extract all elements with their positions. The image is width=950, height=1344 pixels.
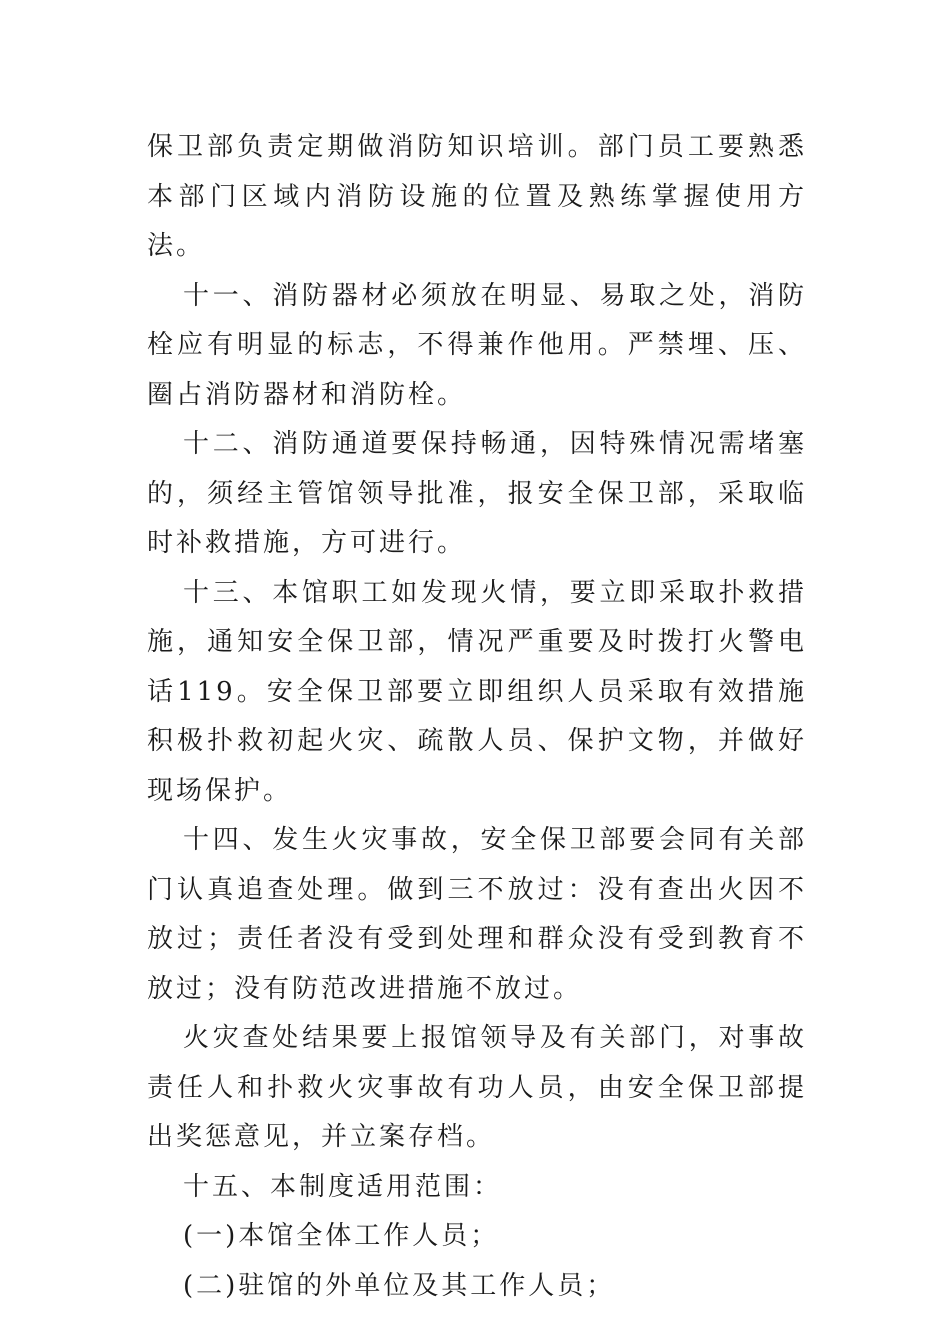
paragraph-article-13: 十三、本馆职工如发现火情，要立即采取扑救措施，通知安全保卫部，情况严重要及时拨打火警电话119。安全保卫部要立即组织人员采取有效措施积极扑救初起火灾、疏散人员、保护文物，并做好现场保护。 [147, 577, 807, 806]
document-body [147, 123, 807, 1311]
paragraph-article-14: 十四、发生火灾事故，安全保卫部要会同有关部门认真追查处理。做到三不放过：没有查出火因不放过；责任者没有受到处理和群众没有受到教育不放过；没有防范改进措施不放过。 [147, 825, 807, 1004]
list-item-scope-2: (二)驻馆的外单位及其工作人员； [183, 1270, 616, 1301]
paragraph-article-15: 十五、本制度适用范围： [183, 1171, 503, 1202]
paragraph-article-12: 十二、消防通道要保持畅通，因特殊情况需堵塞的，须经主管馆领导批准，报安全保卫部，采取临时补救措施，方可进行。 [147, 429, 807, 558]
list-item-scope-1: (一)本馆全体工作人员； [183, 1221, 500, 1251]
paragraph-article-11: 十一、消防器材必须放在明显、易取之处，消防栓应有明显的标志，不得兼作他用。严禁埋、压、圈占消防器材和消防栓。 [147, 280, 807, 410]
paragraph-training: 保卫部负责定期做消防知识培训。部门员工要熟悉本部门区域内消防设施的位置及熟练掌握使用方法。 [147, 132, 807, 261]
paragraph-fire-results: 火灾查处结果要上报馆领导及有关部门，对事故责任人和扑救火灾事故有功人员，由安全保卫部提出奖惩意见，并立案存档。 [147, 1023, 807, 1152]
